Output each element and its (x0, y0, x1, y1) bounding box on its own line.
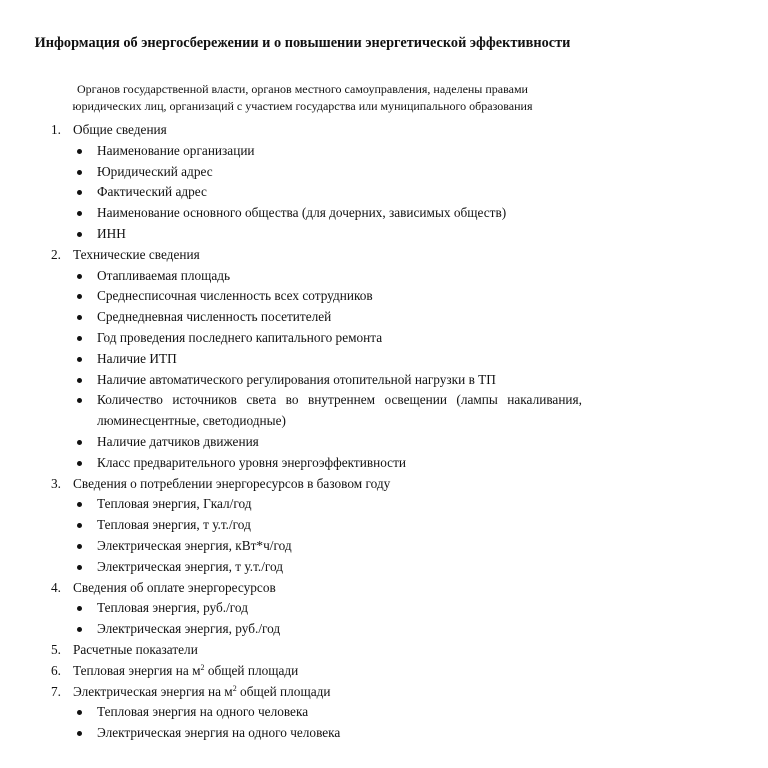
list-item (0, 723, 768, 744)
list-item (0, 203, 768, 224)
subtitle-line: Органов государственной власти, органов местного самоуправления, наделены правами (77, 82, 528, 96)
section-4 (0, 578, 768, 640)
section-number: 6. (51, 662, 61, 678)
heading-text: общей площади (204, 662, 299, 678)
heading-text: Тепловая энергия на м (73, 662, 201, 678)
list-item (0, 162, 768, 183)
bullet-icon (77, 315, 82, 320)
list-item-text: Наличие автоматического регулирования отопительной нагрузки в ТП (97, 371, 496, 387)
bullet-icon (77, 523, 82, 528)
bullet-list (0, 494, 768, 577)
section-number: 3. (51, 475, 61, 491)
list-item (0, 307, 768, 328)
bullet-icon (77, 606, 82, 611)
list-item (0, 598, 768, 619)
bullet-icon (77, 149, 82, 154)
list-item (0, 619, 768, 640)
sections-list (0, 120, 768, 744)
bullet-icon (77, 190, 82, 195)
section-heading: Сведения об оплате энергоресурсов (73, 579, 276, 595)
heading-text: Электрическая энергия на м (73, 683, 233, 699)
list-item-text: Тепловая энергия, Гкал/год (97, 496, 252, 512)
list-item-text: Фактический адрес (97, 184, 207, 200)
list-item (0, 266, 768, 287)
section-number: 5. (51, 641, 61, 657)
list-item-text: Тепловая энергия, т у.т./год (97, 517, 251, 533)
bullet-icon (77, 565, 82, 570)
list-item (0, 494, 768, 515)
section-3 (0, 474, 768, 578)
bullet-icon (77, 440, 82, 445)
list-item (0, 536, 768, 557)
bullet-icon (77, 294, 82, 299)
section-heading (73, 661, 298, 682)
list-item (0, 515, 768, 536)
section-heading: Общие сведения (73, 122, 167, 137)
list-item-text: Наличие датчиков движения (97, 433, 259, 449)
bullet-icon (77, 710, 82, 715)
list-item (0, 390, 768, 432)
list-item (0, 370, 768, 391)
section-number: 1. (51, 122, 61, 137)
bullet-list (0, 266, 768, 474)
heading-text: общей площади (236, 683, 331, 699)
bullet-icon (77, 544, 82, 549)
list-item-text: Наличие ИТП (97, 350, 177, 366)
list-item (0, 349, 768, 370)
list-item-text: Отапливаемая площадь (97, 267, 231, 283)
list-item-text: Наименование основного общества (для дочерних, зависимых обществ) (97, 205, 507, 221)
list-item (0, 224, 768, 245)
list-item-text: Электрическая энергия, кВт*ч/год (97, 537, 292, 553)
bullet-icon (77, 211, 82, 216)
list-item-text: Среднесписочная численность всех сотрудников (97, 288, 373, 304)
list-item-text: Наименование организации (97, 142, 255, 158)
section-number: 4. (51, 579, 61, 595)
list-item (0, 432, 768, 453)
bullet-icon (77, 461, 82, 466)
list-item (0, 328, 768, 349)
section-heading: Технические сведения (73, 246, 200, 262)
subtitle-line: юридических лиц, организаций с участием государства или муниципального образования (72, 98, 533, 113)
list-item-text: Тепловая энергия, руб./год (97, 600, 248, 616)
bullet-icon (77, 378, 82, 383)
bullet-icon (77, 336, 82, 341)
list-item (0, 453, 768, 474)
section-number: 2. (51, 246, 61, 262)
section-heading: Сведения о потреблении энергоресурсов в базовом году (73, 475, 391, 491)
section-number: 7. (51, 683, 61, 699)
bullet-icon (77, 398, 82, 403)
list-item (0, 702, 768, 723)
document-title: Информация об энергосбережении и о повышении энергетической эффективности (34, 35, 571, 51)
list-item-text: Среднедневная численность посетителей (97, 309, 332, 325)
list-item-text: Электрическая энергия, руб./год (97, 621, 281, 637)
list-item-text: Юридический адрес (97, 163, 213, 179)
bullet-icon (77, 502, 82, 507)
section-1 (0, 120, 768, 245)
list-item-text: Электрическая энергия на одного человека (97, 725, 341, 741)
bullet-list (0, 141, 768, 245)
list-item-text: Класс предварительного уровня энергоэффективности (97, 454, 407, 470)
list-item (0, 182, 768, 203)
section-6 (0, 661, 768, 682)
list-item-text: ИНН (97, 225, 126, 241)
bullet-icon (77, 357, 82, 362)
document-subtitle (20, 81, 585, 114)
bullet-icon (77, 232, 82, 237)
section-2 (0, 245, 768, 474)
list-item (0, 286, 768, 307)
bullet-icon (77, 274, 82, 279)
list-item (0, 141, 768, 162)
superscript: 2 (200, 662, 205, 672)
list-item-text: Тепловая энергия на одного человека (97, 704, 309, 720)
list-item-text: Электрическая энергия, т у.т./год (97, 558, 284, 574)
superscript: 2 (232, 683, 237, 693)
bullet-icon (77, 170, 82, 175)
list-item-text: Количество источников света во внутреннем освещении (лампы накаливания, люминесцентные, светодиодные) (97, 392, 582, 429)
section-heading (73, 682, 330, 703)
section-5 (0, 640, 768, 661)
section-7 (0, 682, 768, 744)
bullet-list (0, 598, 768, 640)
section-heading: Расчетные показатели (73, 641, 198, 657)
list-item-text: Год проведения последнего капитального ремонта (97, 329, 383, 345)
bullet-icon (77, 627, 82, 632)
bullet-list (0, 702, 768, 744)
list-item (0, 557, 768, 578)
bullet-icon (77, 731, 82, 736)
